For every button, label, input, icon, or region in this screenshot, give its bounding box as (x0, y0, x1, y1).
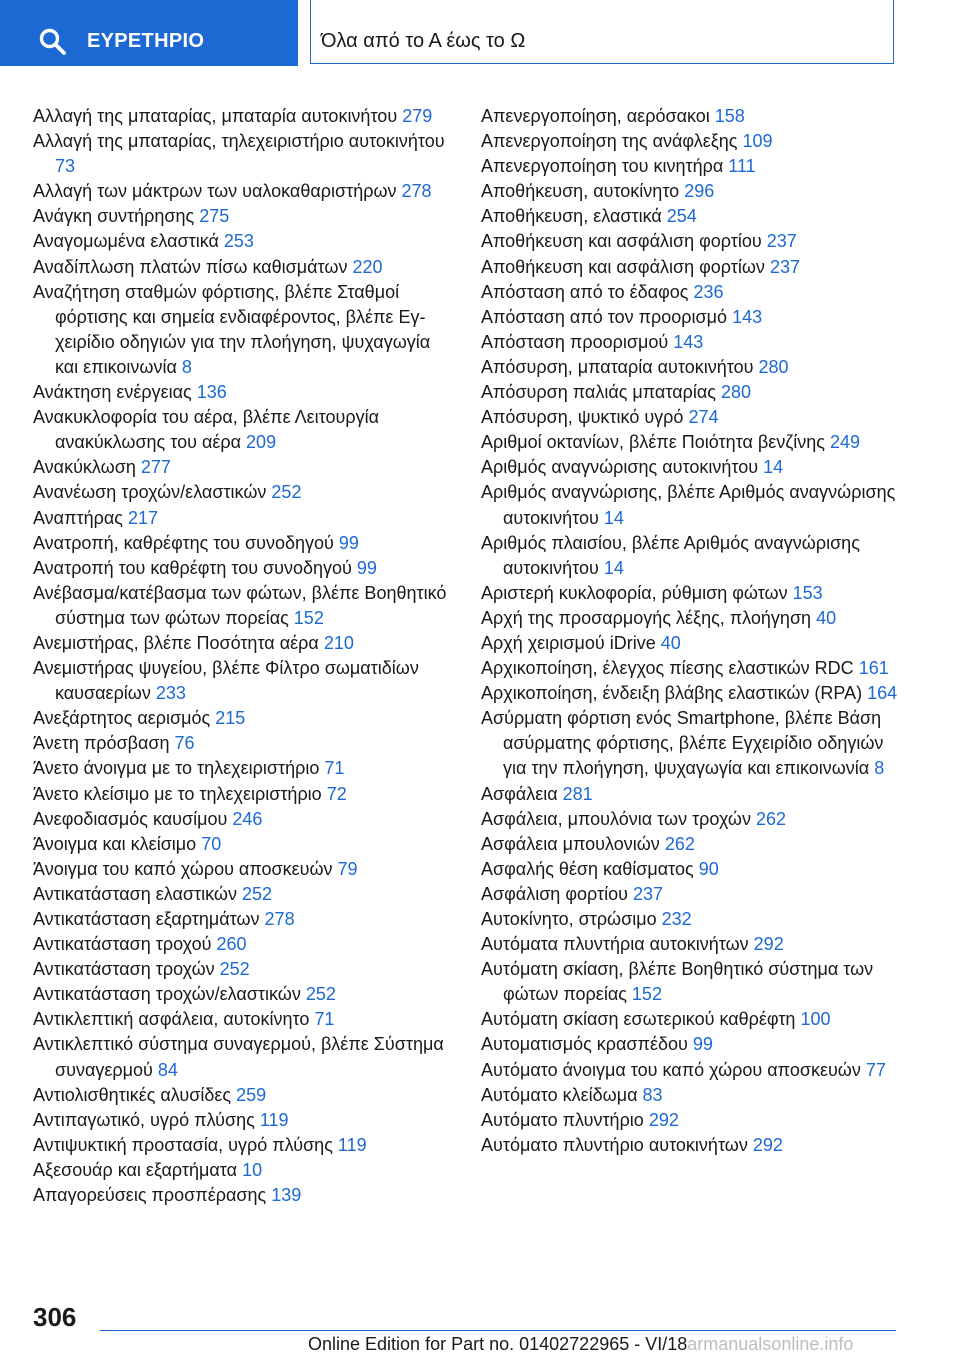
index-page-link[interactable]: 71 (314, 1009, 335, 1030)
tab-index-search[interactable] (0, 0, 298, 66)
index-page-link[interactable]: 8 (874, 758, 885, 779)
index-entry (33, 882, 453, 907)
index-entry-text: Ασύρματη φόρτιση ενός Smartphone, βλέπε Βάση ασύρματης φόρτισης, βλέπε Εγχειρίδιο οδηγιών για την πλοήγηση, ψυχαγωγία και επικοινωνία (481, 708, 884, 779)
index-entry-text: Αυτόματο πλυντήριο αυτοκινήτων (481, 1134, 748, 1155)
index-entry-text: Αντικατάσταση εξαρτημάτων (33, 909, 260, 929)
index-entry-text: Απαγορεύσεις προσπέρασης (33, 1185, 267, 1206)
index-entry (33, 1083, 453, 1108)
index-page-link[interactable]: 90 (698, 858, 719, 879)
index-entry (481, 1133, 911, 1158)
index-entry-text: Αρχικοποίηση, ένδειξη βλάβης ελαστικών (RPA) (481, 683, 863, 704)
index-entry (33, 656, 453, 706)
index-entry-text: Αναζήτηση σταθμών φόρτισης, βλέπε Σταθμοί φόρτισης και σημεία ενδιαφέροντος, βλέπε Εγχειρίδιο οδηγιών για την πλοήγηση, ψυχαγωγία και επικοινωνία (33, 281, 431, 377)
index-entry (481, 229, 911, 254)
index-entry-text: Αυτόματο άνοιγμα του καπό χώρου αποσκευών (481, 1059, 861, 1080)
index-page-link[interactable]: 253 (223, 231, 254, 252)
index-entry (481, 330, 911, 355)
index-entry-text: Αναγομωμένα ελαστικά (33, 231, 219, 252)
index-page-link[interactable]: 139 (271, 1185, 302, 1206)
footer-edition-text: Online Edition for Part no. 01402722965 - VI/18 (308, 1334, 688, 1354)
index-entry (481, 405, 911, 430)
index-entry-text: Ανακυκλοφορία του αέρα, βλέπε Λειτουργία ανακύκλωσης του αέρα (33, 407, 380, 453)
index-entry-text: Απόσυρση, ψυκτικό υγρό (481, 407, 684, 428)
index-page-link[interactable]: 72 (326, 783, 347, 804)
index-entry (33, 1183, 453, 1208)
index-page-link[interactable]: 40 (660, 632, 681, 653)
index-entry-text: Απόσταση από το έδαφος (481, 281, 689, 302)
index-entry-text: Αυτοκίνητο, στρώσιμο (481, 909, 657, 929)
index-entry (481, 606, 911, 631)
index-page-link[interactable]: 119 (337, 1134, 367, 1155)
index-entry (481, 455, 911, 480)
index-page-link[interactable]: 220 (352, 256, 383, 277)
index-page-link[interactable]: 262 (755, 808, 787, 829)
index-entry-text: Αυτόματα πλυντήρια αυτοκινήτων (481, 934, 749, 955)
index-entry (33, 631, 453, 656)
index-entry-text: Ασφάλεια, μπουλόνια των τροχών (481, 808, 751, 829)
index-entry (481, 857, 911, 882)
index-entry (481, 1032, 911, 1057)
search-icon (38, 27, 68, 57)
index-entry-text: Αρχή της προσαρμογής λέξης, πλοήγηση (481, 607, 812, 628)
index-entry (481, 832, 911, 857)
index-entry-text: Αντικλεπτική ασφάλεια, αυτοκίνητο (33, 1009, 310, 1030)
index-page-link[interactable]: 40 (816, 607, 837, 628)
index-entry-text: Αυτοματισμός κρασπέδου (481, 1034, 688, 1055)
index-page-link[interactable]: 252 (219, 959, 250, 980)
index-entry-text: Αλλαγή της μπαταρίας, μπαταρία αυτοκινήτου (33, 106, 398, 126)
index-page-link[interactable]: 164 (867, 683, 898, 704)
index-page-link[interactable]: 136 (196, 382, 227, 403)
index-entry-text: Αξεσουάρ και εξαρτήματα (33, 1159, 238, 1180)
index-entry (33, 556, 453, 581)
index-entry-text: Απόσυρση παλιάς μπαταρίας (481, 382, 716, 403)
index-entry-text: Απόσυρση, μπαταρία αυτοκινήτου (481, 356, 754, 377)
index-entry (33, 1032, 453, 1082)
footer-divider (100, 1330, 896, 1331)
index-page-link[interactable]: 77 (865, 1059, 886, 1080)
index-page-link[interactable]: 84 (157, 1059, 178, 1080)
index-entry-text: Αυτόματη σκίαση, βλέπε Βοηθητικό σύστημα των φώτων πορείας (481, 959, 874, 1005)
index-page-link[interactable]: 246 (232, 808, 263, 829)
index-page-link[interactable]: 237 (766, 231, 797, 252)
tab-all-a-to-z-label: Όλα από το Α έως το Ω (321, 30, 526, 52)
index-entry (33, 731, 453, 756)
index-entry (33, 480, 453, 505)
index-entry-text: Αντικατάσταση τροχών (33, 959, 215, 980)
index-entry-text: Αποθήκευση και ασφάλιση φορτίων (481, 256, 765, 277)
index-entry (481, 1058, 911, 1083)
index-page-link[interactable]: 278 (264, 909, 295, 929)
index-page-link[interactable]: 217 (127, 507, 159, 528)
index-entry-text: Ανάγκη συντήρησης (33, 206, 195, 227)
index-entry-text: Ασφαλής θέση καθίσματος (481, 858, 694, 879)
index-entry (33, 706, 453, 731)
index-entry (33, 380, 453, 405)
index-page-link[interactable]: 252 (241, 883, 273, 904)
index-page-link[interactable]: 161 (858, 658, 889, 679)
index-page-link[interactable]: 252 (271, 482, 302, 503)
index-entry (481, 154, 911, 179)
index-entry-text: Αριθμοί οκτανίων, βλέπε Ποιότητα βενζίνης (481, 432, 825, 453)
index-entry-text: Ανάκτηση ενέργειας (33, 382, 192, 403)
index-entry (481, 280, 911, 305)
index-entry-text: Ασφάλιση φορτίου (481, 883, 628, 904)
index-entry (481, 129, 911, 154)
index-entry-text: Αντιψυκτική προστασία, υγρό πλύσης (33, 1134, 333, 1155)
index-entry (481, 706, 911, 781)
index-entry (33, 832, 453, 857)
index-entry (481, 1083, 911, 1108)
index-entry (33, 229, 453, 254)
index-entry (33, 129, 453, 179)
index-entry-text: Αντικατάσταση ελαστικών (33, 883, 237, 904)
index-entry-text: Αναπτήρας (33, 507, 123, 528)
index-page-link[interactable]: 99 (356, 557, 377, 578)
index-page-link[interactable]: 281 (562, 783, 593, 804)
index-page-link[interactable]: 76 (174, 733, 195, 754)
index-page-link[interactable]: 233 (155, 683, 186, 704)
index-entry-text: Αντιπαγωτικό, υγρό πλύσης (33, 1109, 255, 1130)
index-entry (481, 204, 911, 229)
index-entry (481, 1007, 911, 1032)
index-page-link[interactable]: 153 (792, 582, 823, 603)
index-page-link[interactable]: 215 (215, 708, 246, 729)
index-entry-text: Άνετη πρόσβαση (33, 733, 170, 754)
tab-all-a-to-z[interactable] (310, 0, 894, 64)
index-page-link[interactable]: 100 (800, 1009, 831, 1030)
index-entry-text: Απόσταση από τον προορισμό (481, 306, 728, 327)
index-page-link[interactable]: 275 (199, 206, 230, 227)
index-page-link[interactable]: 143 (732, 306, 763, 327)
index-page-link[interactable]: 73 (55, 156, 76, 177)
index-page-link[interactable]: 14 (603, 557, 624, 578)
index-entry (33, 104, 453, 129)
index-entry (33, 857, 453, 882)
index-page-link[interactable]: 71 (324, 758, 345, 779)
index-page-link[interactable]: 209 (246, 432, 277, 453)
index-page-link[interactable]: 274 (688, 407, 719, 428)
index-page-link[interactable]: 296 (684, 181, 715, 202)
index-entry (33, 255, 453, 280)
index-entry (33, 932, 453, 957)
index-entry-text: Ανανέωση τροχών/ελαστικών (33, 482, 267, 503)
index-entry-text: Αποθήκευση και ασφάλιση φορτίου (481, 231, 762, 252)
index-entry (481, 932, 911, 957)
index-entry (481, 782, 911, 807)
index-page-link[interactable]: 99 (692, 1034, 713, 1055)
index-page-link[interactable]: 260 (216, 934, 247, 955)
index-entry-text: Ανεφοδιασμός καυσίμου (33, 808, 228, 829)
index-entry-text: Αρχικοποίηση, έλεγχος πίεσης ελαστικών RDC (481, 658, 854, 679)
index-entry-text: Αρχή χειρισμού iDrive (481, 632, 656, 653)
index-entry (33, 179, 453, 204)
index-entry-text: Αριθμός αναγνώρισης αυτοκινήτου (481, 457, 759, 478)
index-page-link[interactable]: 119 (259, 1109, 289, 1130)
index-page-link[interactable]: 210 (323, 632, 354, 653)
index-entry-text: Αντικατάσταση τροχών/ελαστικών (33, 984, 301, 1005)
index-entry (33, 1158, 453, 1183)
index-entry-text: Αλλαγή της μπαταρίας, τηλεχειριστήριο αυτοκινήτου (33, 131, 445, 152)
index-entry (33, 204, 453, 229)
index-entry (481, 807, 911, 832)
index-entry (33, 1007, 453, 1032)
index-page-link[interactable]: 83 (642, 1084, 663, 1105)
index-entry-text: Αποθήκευση, ελαστικά (481, 206, 662, 227)
index-entry-text: Άνοιγμα του καπό χώρου αποσκευών (33, 858, 333, 879)
index-entry-text: Ασφάλεια (481, 783, 558, 804)
index-entry (481, 355, 911, 380)
index-entry-text: Άνοιγμα και κλείσιμο (33, 833, 197, 854)
index-entry (481, 1108, 911, 1133)
index-page-link[interactable]: 254 (666, 206, 697, 227)
footer-site-watermark: armanualsonline.info (687, 1334, 854, 1354)
index-page-link[interactable]: 143 (673, 331, 704, 352)
index-entry-text: Ανεμιστήρας, βλέπε Ποσότητα αέρα (33, 632, 319, 653)
top-navigation (0, 0, 960, 66)
index-entry-text: Αυτόματο πλυντήριο (481, 1109, 644, 1130)
index-entry (481, 907, 911, 932)
index-entry (33, 756, 453, 781)
index-page-link[interactable]: 277 (140, 457, 171, 478)
index-entry (33, 1133, 453, 1158)
index-page-link[interactable]: 14 (763, 457, 784, 478)
index-entry-text: Απόσταση προορισμού (481, 331, 669, 352)
index-entry-text: Αριστερή κυκλοφορία, ρύθμιση φώτων (481, 582, 788, 603)
index-page-link[interactable]: 280 (758, 356, 789, 377)
index-entry (33, 405, 453, 455)
index-page-link[interactable]: 99 (338, 532, 359, 553)
index-page-link[interactable]: 232 (661, 909, 692, 929)
index-page-link[interactable]: 292 (753, 934, 784, 955)
index-entry (481, 581, 911, 606)
index-entry (481, 480, 911, 530)
index-entry (481, 957, 911, 1007)
index-entry-text: Ανεμιστήρας ψυγείου, βλέπε Φίλτρο σωματιδίων καυσαερίων (33, 658, 419, 704)
index-page-link[interactable]: 249 (829, 432, 860, 453)
index-entry-text: Απενεργοποίηση, αερόσακοι (481, 106, 710, 126)
index-entry (481, 179, 911, 204)
index-page-link[interactable]: 236 (693, 281, 724, 302)
index-page-link[interactable]: 111 (728, 156, 756, 177)
index-page-link[interactable]: 259 (236, 1084, 267, 1105)
index-column-left (33, 104, 453, 1208)
index-entry-text: Αριθμός αναγνώρισης, βλέπε Αριθμός αναγνώρισης αυτοκινήτου (481, 482, 896, 528)
index-page-link[interactable]: 14 (603, 507, 624, 528)
index-entry-text: Απενεργοποίηση της ανάφλεξης (481, 131, 738, 152)
index-page-link[interactable]: 237 (769, 256, 800, 277)
index-page-link[interactable]: 79 (337, 858, 358, 879)
index-entry-text: Αντικατάσταση τροχού (33, 934, 212, 955)
index-entry (33, 807, 453, 832)
index-page-link[interactable]: 278 (401, 181, 432, 202)
index-page-link[interactable]: 8 (181, 356, 192, 377)
index-entry (481, 882, 911, 907)
index-entry (33, 982, 453, 1007)
footer-edition (308, 1334, 853, 1355)
index-entry-text: Αντιολισθητικές αλυσίδες (33, 1084, 232, 1105)
index-entry (481, 656, 911, 681)
index-column-right (481, 104, 911, 1158)
index-entry-text: Ανακύκλωση (33, 457, 136, 478)
index-entry (481, 255, 911, 280)
index-entry (33, 1108, 453, 1133)
index-entry (33, 907, 453, 932)
index-page-link[interactable]: 10 (242, 1159, 263, 1180)
index-entry (481, 631, 911, 656)
index-page-link[interactable]: 292 (752, 1134, 783, 1155)
index-entry-text: Άνετο κλείσιμο με το τηλεχειριστήριο (33, 783, 322, 804)
index-entry-text: Ασφάλεια μπουλονιών (481, 833, 660, 854)
index-page-link[interactable]: 109 (742, 131, 773, 152)
index-page-link[interactable]: 152 (631, 984, 662, 1005)
index-page-link[interactable]: 280 (720, 382, 751, 403)
index-page-link[interactable]: 158 (714, 106, 745, 126)
index-entry-text: Αυτόματο κλείδωμα (481, 1084, 638, 1105)
index-entry-text: Αριθμός πλαισίου, βλέπε Αριθμός αναγνώρισης αυτοκινήτου (481, 532, 860, 578)
index-entry-text: Αντικλεπτικό σύστημα συναγερμού, βλέπε Σύστημα συναγερμού (33, 1034, 444, 1080)
index-entry-text: Ανέβασμα/κατέβασμα των φώτων, βλέπε Βοηθητικό σύστημα των φώτων πορείας (33, 582, 447, 628)
index-entry-text: Αναδίπλωση πλατών πίσω καθισμάτων (33, 256, 348, 277)
index-entry (481, 531, 911, 581)
index-entry (33, 531, 453, 556)
index-entry (481, 104, 911, 129)
index-entry (33, 280, 453, 380)
index-entry-text: Αλλαγή των μάκτρων των υαλοκαθαριστήρων (33, 181, 397, 202)
index-entry (481, 305, 911, 330)
index-page-link[interactable]: 279 (402, 106, 433, 126)
index-entry (33, 455, 453, 480)
index-entry-text: Ανατροπή, καθρέφτης του συνοδηγού (33, 532, 334, 553)
index-page-link[interactable]: 152 (293, 607, 324, 628)
index-page-link[interactable]: 252 (305, 984, 336, 1005)
index-page-link[interactable]: 70 (201, 833, 222, 854)
index-entry-text: Αποθήκευση, αυτοκίνητο (481, 181, 680, 202)
index-entry (481, 681, 911, 706)
index-entry (481, 430, 911, 455)
index-entry (33, 957, 453, 982)
index-entry-text: Άνετο άνοιγμα με το τηλεχειριστήριο (33, 758, 320, 779)
index-entry-text: Αυτόματη σκίαση εσωτερικού καθρέφτη (481, 1009, 796, 1030)
index-page-link[interactable]: 262 (664, 833, 695, 854)
tab-index-label: ΕΥΡΕΤΗΡΙΟ (87, 30, 205, 52)
index-entry (33, 581, 453, 631)
index-entry-text: Ανεξάρτητος αερισμός (33, 708, 211, 729)
index-entry-text: Απενεργοποίηση του κινητήρα (481, 156, 724, 177)
index-entry (33, 506, 453, 531)
index-entry (481, 380, 911, 405)
index-entry (33, 782, 453, 807)
page-number: 306 (33, 1302, 77, 1332)
index-page-link[interactable]: 292 (648, 1109, 679, 1130)
index-entry-text: Ανατροπή του καθρέφτη του συνοδηγού (33, 557, 352, 578)
index-page-link[interactable]: 237 (632, 883, 664, 904)
